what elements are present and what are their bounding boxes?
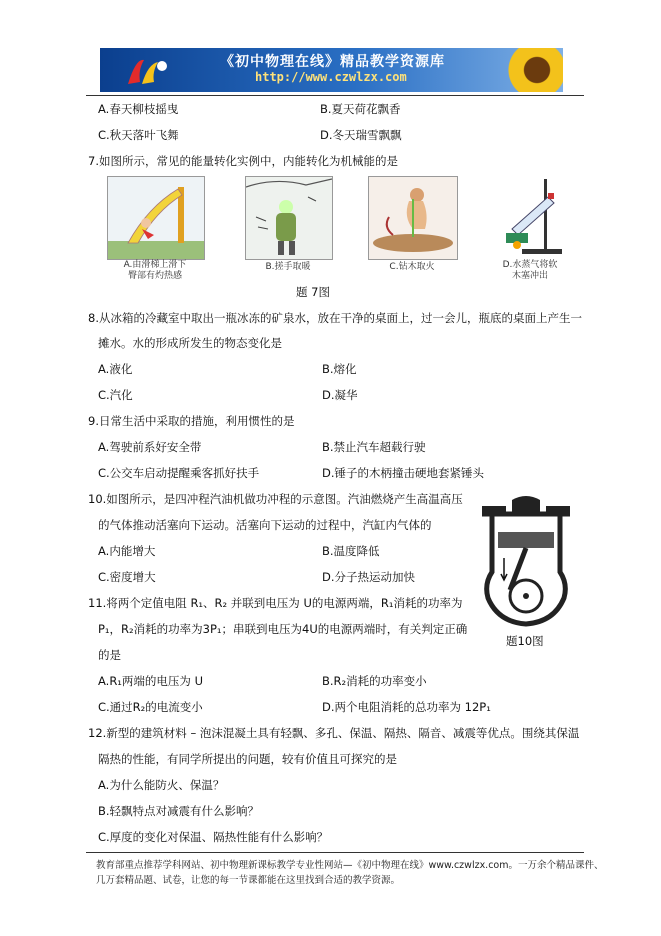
footer-line-2: 几万套精品题、试卷，让您的每一节课都能在这里找到合适的教学资源。 [96,875,401,886]
q12-option-a: A.为什么能防火、保温？ [98,778,225,792]
q10-option-a: A.内能增大 [98,544,156,558]
q9-option-b: B.禁止汽车超载行驶 [322,440,426,454]
q11-stem-line-2: P₁，R₂消耗的功率为3P₁；串联到电压为4U的电源两端时，有关判定正确 [98,622,468,636]
site-title: 《初中物理在线》精品教学资源库 [220,54,445,70]
q10-option-d: D.分子热运动加快 [322,570,416,584]
q7-figure-label: 题 7图 [296,285,330,299]
q11-option-b: B.R₂消耗的功率变小 [322,674,427,688]
q8-option-b: B.熔化 [322,362,357,376]
q6-option-d: D.冬天瑞雪飘飘 [320,128,402,142]
q12-stem-line-1: 12.新型的建筑材料 – 泡沫混凝土具有轻飘、多孔、保温、隔热、隔音、减震等优点。围绕其保温 [88,726,580,740]
q10-stem-line-1: 10.如图所示，是四冲程汽油机做功冲程的示意图。汽油燃烧产生高温高压 [88,492,463,506]
q8-option-a: A.液化 [98,362,133,376]
q10-option-b: B.温度降低 [322,544,380,558]
q7-caption-b: B.搓手取暖 [265,262,311,272]
footer-line-1: 教育部重点推荐学科网站、初中物理新课标教学专业性网站—《初中物理在线》www.czwlzx.com。一万余个精品课件、 [96,860,604,871]
q6-option-c: C.秋天落叶飞舞 [98,128,179,142]
q9-stem: 9.日常生活中采取的措施，利用惯性的是 [88,414,295,428]
q11-stem-line-1: 11.将两个定值电阻 R₁、R₂ 并联到电压为 U的电源两端，R₁消耗的功率为 [88,596,463,610]
q7-caption-d-1: D.水蒸气将软 [502,260,558,270]
q7-caption-d-2: 木塞冲出 [511,271,548,281]
q6-option-a: A.春天柳枝摇曳 [98,102,179,116]
q9-option-d: D.锤子的木柄撞击硬地套紧锤头 [322,466,485,480]
q7-caption-a-1: A.由滑梯上滑下 [123,260,187,270]
q12-option-b: B.轻飘特点对减震有什么影响？ [98,804,260,818]
q12-option-c: C.厚度的变化对保温、隔热性能有什么影响？ [98,830,329,844]
footer-rule [86,852,584,853]
q7-caption-c: C.钻木取火 [389,262,435,272]
q9-option-c: C.公交车启动提醒乘客抓好扶手 [98,466,260,480]
q8-option-c: C.汽化 [98,388,133,402]
q7-figure-a [107,176,205,260]
q12-stem-line-2: 隔热的性能，有同学所提出的问题，较有价值且可探究的是 [98,752,397,766]
q7-figure-b [245,176,333,260]
q7-caption-a-2: 臀部有灼热感 [127,271,182,281]
q9-option-a: A.驾驶前系好安全带 [98,440,202,454]
q11-stem-line-3: 的是 [98,648,121,662]
q11-option-c: C.通过R₂的电流变小 [98,700,203,714]
header-banner [100,48,563,92]
q7-figure-d [491,176,571,260]
q8-option-d: D.凝华 [322,388,358,402]
q6-option-b: B.夏天荷花飘香 [320,102,401,116]
q10-option-c: C.密度增大 [98,570,156,584]
header-rule [86,95,584,96]
q10-stem-line-2: 的气体推动活塞向下运动。活塞向下运动的过程中，汽缸内气体的 [98,518,432,532]
q11-option-a: A.R₁两端的电压为 U [98,674,203,688]
q7-stem: 7.如图所示，常见的能量转化实例中，内能转化为机械能的是 [88,154,398,168]
q7-figure-c [368,176,458,260]
q8-stem-line-1: 8.从冰箱的冷藏室中取出一瓶冰冻的矿泉水，放在干净的桌面上，过一会儿，瓶底的桌面上产生一 [88,311,582,325]
site-logo-icon [118,52,178,88]
site-url[interactable]: http://www.czwlzx.com [255,70,407,84]
sunflower-icon [505,48,563,92]
q11-option-d: D.两个电阻消耗的总功率为 12P₁ [322,700,491,714]
q10-engine-figure [474,492,578,628]
q8-stem-line-2: 摊水。水的形成所发生的物态变化是 [98,336,282,350]
q10-figure-label: 题10图 [506,634,544,648]
